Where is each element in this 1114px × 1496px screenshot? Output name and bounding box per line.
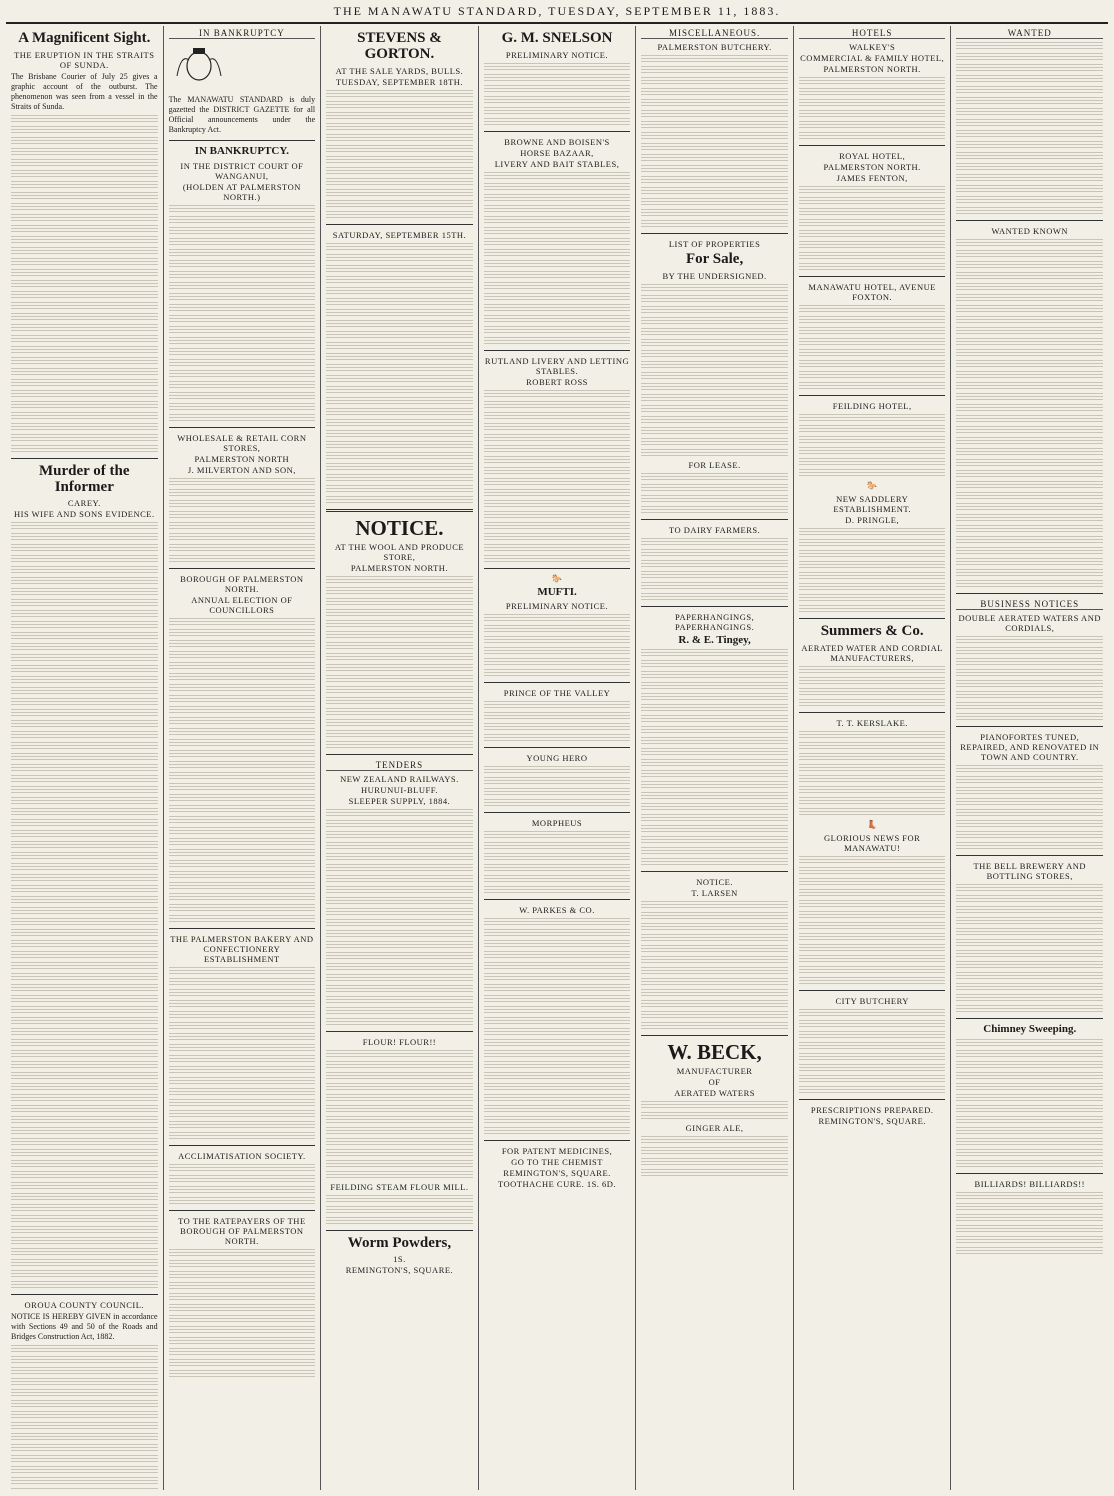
business-heading: BUSINESS NOTICES: [956, 599, 1103, 610]
store-title: WHOLESALE & RETAIL CORN STORES,: [177, 432, 307, 453]
summers-title: Summers & Co.: [820, 623, 924, 639]
bakery-title: THE PALMERSTON BAKERY AND CONFECTIONERY ESTABLISHMENT: [170, 933, 314, 964]
flour-title: FLOUR! FLOUR!!: [362, 1036, 437, 1047]
pianoforte-title: PIANOFORTES TUNED, REPAIRED, AND RENOVATED IN TOWN AND COUNTRY.: [960, 732, 1100, 762]
royal-hotel-title: ROYAL HOTEL,: [839, 151, 906, 161]
sale-date-2: SATURDAY, SEPTEMBER 15TH.: [332, 229, 467, 240]
fenton-name: JAMES FENTON,: [836, 173, 908, 183]
notice-sub: AT THE WOOL AND PRODUCE STORE,: [334, 541, 465, 562]
patent-title: FOR PATENT MEDICINES,: [501, 1146, 613, 1157]
kerslake-title: T. T. KERSLAKE.: [836, 717, 908, 728]
railways-sub2: SLEEPER SUPPLY, 1884.: [348, 795, 451, 806]
parkes-title: W. PARKES & CO.: [519, 905, 595, 916]
boot-icon: 👢: [867, 819, 878, 829]
beck-sub3: AERATED WATERS: [674, 1088, 755, 1099]
notice-title: NOTICE.: [355, 515, 444, 540]
billiards-title: BILLIARDS! BILLIARDS!!: [974, 1178, 1085, 1189]
columns: [6, 26, 1108, 1490]
acclimatisation-title: ACCLIMATISATION SOCIETY.: [178, 1150, 306, 1161]
column-2: [164, 26, 322, 1490]
chimney-title: Chimney Sweeping.: [983, 1023, 1077, 1035]
sale-date: TUESDAY, SEPTEMBER 18TH.: [335, 76, 464, 87]
railways-title: NEW ZEALAND RAILWAYS.: [340, 773, 459, 784]
column-heading: WANTED: [956, 28, 1103, 39]
summers-sub: AERATED WATER AND CORDIAL MANUFACTURERS,: [801, 642, 943, 663]
prince-title: PRINCE OF THE VALLEY: [503, 688, 611, 699]
column-1: [6, 26, 164, 1490]
tingey-title: R. & E. Tingey,: [678, 633, 751, 646]
ginger-title: GINGER ALE,: [685, 1123, 744, 1134]
column-heading: IN BANKRUPTCY: [169, 28, 316, 39]
court-sub: (HOLDEN AT PALMERSTON NORTH.): [182, 181, 301, 202]
young-hero-title: YOUNG HERO: [526, 753, 588, 764]
aerated-waters-title: DOUBLE AERATED WATERS AND CORDIALS,: [958, 613, 1101, 633]
bazaar-sub2: LIVERY AND BAIT STABLES,: [494, 158, 620, 169]
beck-sub2: OF: [708, 1077, 721, 1088]
feilding-hotel-title: FEILDING HOTEL,: [832, 401, 912, 411]
worm-place: REMINGTON'S, SQUARE.: [345, 1265, 454, 1276]
notice-place: PALMERSTON NORTH.: [350, 562, 449, 573]
worm-price: 1S.: [393, 1254, 406, 1265]
wanted-known-title: WANTED KNOWN: [991, 226, 1069, 236]
column-5: [636, 26, 794, 1490]
paperhanging-title: PAPERHANGINGS, PAPERHANGINGS.: [675, 611, 755, 632]
patent-place: REMINGTON'S, SQUARE.: [503, 1168, 611, 1179]
horse-icon: 🐎: [552, 573, 562, 583]
council-text: NOTICE IS HEREBY GIVEN in accordance with Sections 49 and 50 of the Roads and Bridges Construction Act, 1882.: [11, 1312, 158, 1342]
rutland-title: RUTLAND LIVERY AND LETTING STABLES.: [484, 355, 630, 376]
bell-brewery-title: THE BELL BREWERY AND BOTTLING STORES,: [973, 861, 1087, 881]
bazaar-title: BROWNE AND BOISEN'S: [504, 136, 610, 147]
properties-title: LIST OF PROPERTIES: [668, 239, 761, 249]
murder-title: Murder of the Informer: [39, 462, 130, 495]
walkey-place: PALMERSTON NORTH.: [823, 64, 921, 74]
masthead: THE MANAWATU STANDARD, TUESDAY, SEPTEMBER 11, 1883.: [6, 0, 1108, 24]
firm-sub: AT THE SALE YARDS, BULLS.: [335, 65, 464, 76]
patent-title-2: GO TO THE CHEMIST: [511, 1157, 603, 1168]
article-intro: The Brisbane Courier of July 25 gives a graphic account of the outburst. The phenomenon was seen from a vessel in the Straits of Sunda.: [11, 71, 158, 111]
beck-title: W. BECK,: [667, 1040, 762, 1065]
column-3: [321, 26, 479, 1490]
dairy-title: TO DAIRY FARMERS.: [668, 524, 761, 535]
walkey-title: WALKEY'S: [849, 42, 896, 52]
murder-sub: CAREY.: [67, 498, 101, 509]
worm-title: Worm Powders,: [347, 1234, 452, 1251]
for-sale-by: BY THE UNDERSIGNED.: [662, 270, 767, 281]
article-subtitle: THE ERUPTION IN THE STRAITS OF SUNDA.: [14, 49, 155, 70]
ross-name: ROBERT ROSS: [526, 376, 588, 387]
pringle-name: D. PRINGLE,: [845, 515, 900, 525]
morpheus-title: MORPHEUS: [531, 818, 583, 829]
election-sub: ANNUAL ELECTION OF COUNCILLORS: [191, 594, 293, 615]
bankruptcy-title: IN BANKRUPTCY.: [194, 145, 290, 157]
saddlery-title: NEW SADDLERY ESTABLISHMENT.: [833, 494, 912, 514]
council-title: OROUA COUNTY COUNCIL.: [24, 1300, 145, 1311]
murder-sub2: HIS WIFE AND SONS EVIDENCE.: [13, 509, 155, 520]
snelson-sub: PRELIMINARY NOTICE.: [505, 49, 609, 60]
prescriptions-title: PRESCRIPTIONS PREPARED.: [810, 1104, 934, 1115]
toothache-title: TOOTHACHE CURE. 1S. 6D.: [497, 1179, 617, 1190]
mufti-title: MUFTI.: [537, 585, 577, 598]
store-names: J. MILVERTON AND SON,: [187, 464, 296, 475]
glorious-title: GLORIOUS NEWS FOR MANAWATU!: [824, 832, 921, 853]
larsen-name: T. LARSEN: [691, 888, 738, 899]
walkey-sub: COMMERCIAL & FAMILY HOTEL,: [800, 53, 945, 63]
royal-hotel-place: PALMERSTON NORTH.: [823, 162, 921, 172]
column-heading: MISCELLANEOUS.: [641, 28, 788, 39]
larsen-notice: NOTICE.: [696, 877, 733, 888]
railways-sub: HURUNUI-BLUFF.: [360, 784, 438, 795]
beck-sub: MANUFACTURER: [676, 1066, 753, 1077]
ratepayers-title: TO THE RATEPAYERS OF THE BOROUGH OF PALMERSTON NORTH.: [178, 1215, 306, 1246]
prescriptions-place: REMINGTON'S, SQUARE.: [818, 1115, 926, 1126]
butchery-title: PALMERSTON BUTCHERY.: [657, 42, 772, 52]
horse-icon: 🐎: [867, 481, 878, 490]
manawatu-hotel-title: MANAWATU HOTEL, AVENUE FOXTON.: [808, 282, 936, 302]
column-7: [951, 26, 1108, 1490]
tenders-heading: TENDERS: [326, 760, 473, 771]
for-sale-title: For Sale,: [685, 251, 744, 267]
for-lease-title: FOR LEASE.: [688, 459, 741, 470]
court-title: IN THE DISTRICT COURT OF WANGANUI,: [180, 160, 304, 181]
bankruptcy-text: The MANAWATU STANDARD is duly gazetted the DISTRICT GAZETTE for all Official announcements under the Bankruptcy Act.: [168, 95, 316, 134]
royal-arms-image: [169, 46, 229, 84]
election-title: BOROUGH OF PALMERSTON NORTH.: [180, 573, 304, 594]
column-heading: HOTELS: [799, 28, 946, 39]
bazaar-sub: HORSE BAZAAR,: [520, 147, 594, 158]
mufti-sub: PRELIMINARY NOTICE.: [505, 601, 609, 612]
store-place: PALMERSTON NORTH: [194, 453, 290, 464]
column-4: [479, 26, 637, 1490]
flour-mill: FEILDING STEAM FLOUR MILL.: [330, 1181, 469, 1192]
column-6: [794, 26, 952, 1490]
city-butchery-title: CITY BUTCHERY: [835, 995, 909, 1006]
article-title: A Magnificent Sight.: [18, 30, 151, 46]
snelson-title: G. M. SNELSON: [501, 30, 613, 46]
firm-title: STEVENS & GORTON.: [357, 30, 442, 62]
